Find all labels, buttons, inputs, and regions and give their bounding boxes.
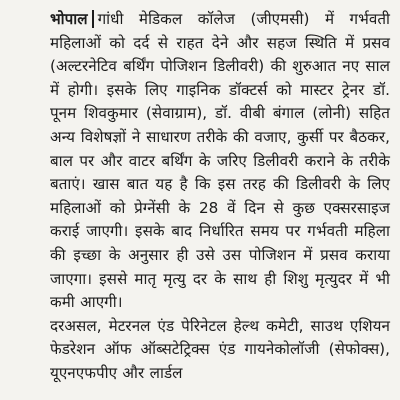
dateline: भोपाल [50, 10, 94, 28]
article-paragraph-2 [50, 315, 390, 386]
paragraph-1-text: गांधी मेडिकल कॉलेज (जीएमसी) में गर्भवती महिलाओं को दर्द से राहत देने और सहज स्थिति में प्रसव (अल्टरनेटिव बर्थिंग पोजिशन डिलीवरी) की शुरुआत नए साल में होगी। इसके लिए गाइनिक डॉक्टर्स को मास्टर ट्रेनर डॉ. पूनम शिवकुमार (सेवाग्राम), डॉ. वीबी बंगाल (लोनी) सहित अन्य विशेषज्ञों ने साधारण तरीके की वजाए, कुर्सी पर बैठकर, बाल पर और वाटर बर्थिंग के जरिए डिलीवरी कराने के तरीके बताएं। खास बात यह है कि इस तरह की डिलीवरी के लिए महिलाओं को प्रेग्नेंसी के 28 वें दिन से कुछ एक्सरसाइज कराई जाएगी। इसके बाद निर्धारित समय पर गर्भवती महिला की इच्छा के अनुसार ही उसे उस पोजिशन में प्रसव कराया जाएगा। इससे मातृ मृत्यु दर के साथ ही शिशु मृत्युदर में भी कमी आएगी। [50, 10, 391, 312]
article-paragraph-1 [50, 8, 390, 315]
paragraph-2-text: दरअसल, मेटरनल एंड पेरिनेटल हेल्थ कमेटी, साउथ एशियन फेडरेशन ऑफ ऑब्सटेट्रिक्स एंड गायनेकोलॉजी (सेफोक्स), यूएनएफपीए और लार्डल [50, 316, 390, 382]
article-body [50, 8, 390, 386]
